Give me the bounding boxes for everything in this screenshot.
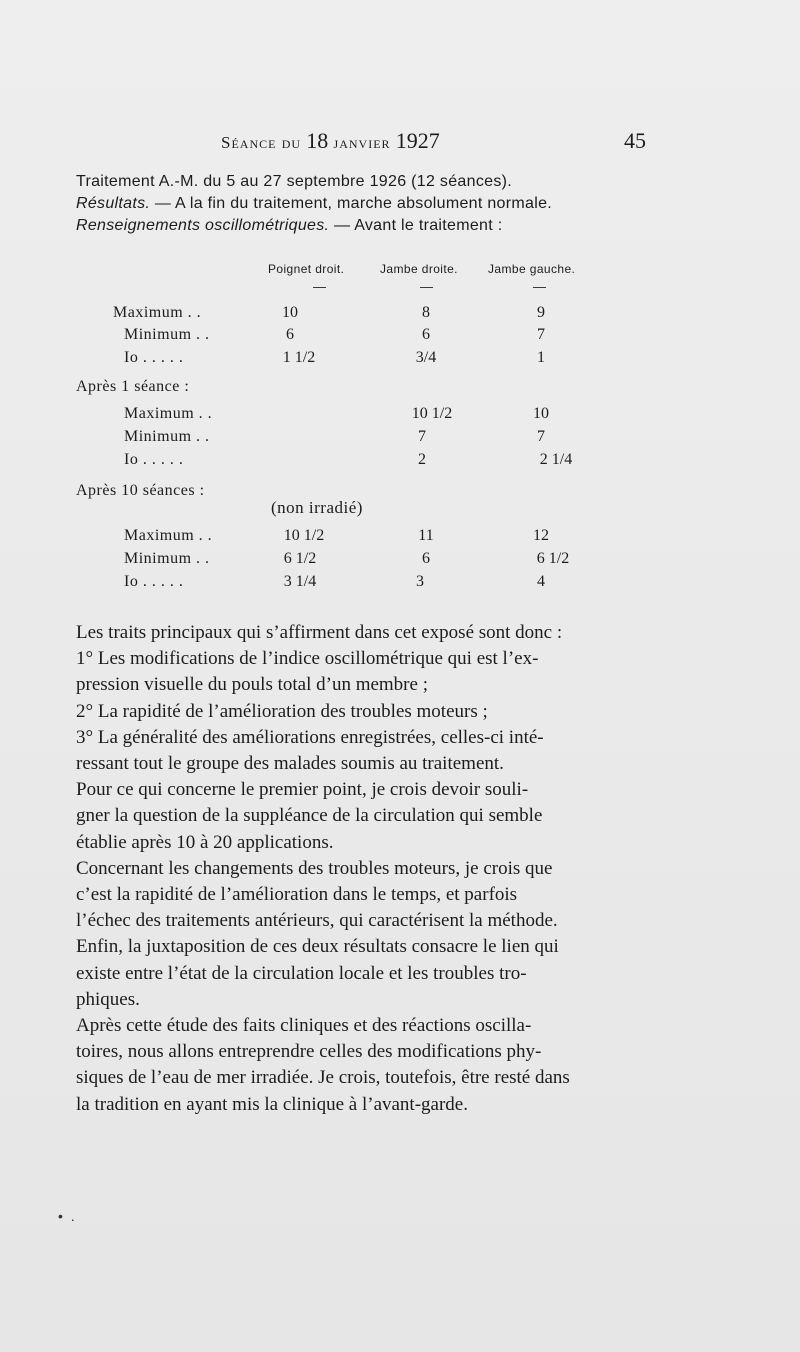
body-line-2: 1° Les modifications de l’indice oscillométrique qui est l’ex- [76, 648, 539, 670]
row-label-minimum-after1: Minimum . . [124, 428, 210, 445]
body-line-14: existe entre l’état de la circulation locale et les troubles tro- [76, 962, 527, 984]
column-head-jambe-droite: Jambe droite. [380, 262, 458, 276]
oscillometric-table [0, 0, 800, 600]
cell-before-max-jambe-gauche: 9 [537, 304, 545, 321]
cell-after1-io-jambe-droite: 2 [418, 451, 426, 468]
column-dash-1: — [313, 279, 326, 294]
oscillometric-text: — Avant le traitement : [329, 217, 503, 234]
body-line-9: établie après 10 à 20 applications. [76, 831, 334, 853]
body-line-7: Pour ce qui concerne le premier point, je crois devoir souli- [76, 779, 529, 801]
column-dash-2: — [420, 279, 433, 294]
body-line-16: Après cette étude des faits cliniques et des réactions oscilla- [76, 1015, 532, 1037]
cell-before-min-jambe-droite: 6 [422, 326, 430, 343]
oscillometric-label: Renseignements oscillométriques. [76, 217, 330, 234]
body-line-1: Les traits principaux qui s’affirment dans cet exposé sont donc : [76, 622, 563, 643]
cell-after1-max-jambe-gauche: 10 [533, 405, 549, 422]
cell-before-io-jambe-gauche: 1 [537, 349, 545, 366]
row-label-maximum-before: Maximum . . [113, 304, 202, 321]
note-non-irradie: (non irradié) [271, 498, 363, 517]
body-line-17: toires, nous allons entreprendre celles des modifications phy- [76, 1041, 542, 1063]
cell-after10-max-poignet: 10 1/2 [283, 527, 325, 544]
row-label-minimum-before: Minimum . . [124, 326, 210, 343]
cell-after1-min-jambe-droite: 7 [418, 428, 426, 445]
cell-after10-min-poignet: 6 1/2 [283, 550, 317, 567]
cell-after10-io-poignet: 3 1/4 [283, 573, 317, 590]
results-label: Résultats. [76, 195, 151, 212]
body-line-8: gner la question de la suppléance de la circulation qui semble [76, 805, 543, 827]
subhead-after-1-seance: Après 1 séance : [76, 378, 190, 395]
body-line-5: 3° La généralité des améliorations enregistrées, celles-ci inté- [76, 726, 544, 748]
results-text: — A la fin du traitement, marche absolument normale. [150, 195, 553, 212]
body-line-11: c’est la rapidité de l’amélioration dans le temps, et parfois [76, 884, 518, 906]
cell-after10-io-jambe-droite: 3 [416, 573, 424, 590]
cell-before-max-poignet: 10 [282, 304, 298, 321]
cell-before-min-jambe-gauche: 7 [537, 326, 545, 343]
cell-after1-min-jambe-gauche: 7 [537, 428, 545, 445]
column-head-poignet-droit: Poignet droit. [268, 262, 345, 276]
row-label-io-before: Io . . . . . [124, 349, 184, 366]
page-number: 45 [624, 128, 646, 153]
cell-before-min-poignet: 6 [286, 326, 294, 343]
intro-line-1: Traitement A.-M. du 5 au 27 septembre 1926 (12 séances). [76, 173, 512, 190]
body-line-18: siques de l’eau de mer irradiée. Je crois, toutefois, être resté dans [76, 1067, 570, 1089]
print-specks: • . [58, 1208, 77, 1224]
body-line-19: la tradition en ayant mis la clinique à l’avant-garde. [76, 1093, 468, 1115]
body-line-13: Enfin, la juxtaposition de ces deux résultats consacre le lien qui [76, 936, 559, 958]
cell-before-io-jambe-droite: 3/4 [415, 349, 437, 366]
cell-after10-max-jambe-gauche: 12 [533, 527, 549, 544]
subhead-after-10-seances: Après 10 séances : [76, 482, 205, 499]
running-title-year: 1927 [395, 128, 440, 153]
body-line-10: Concernant les changements des troubles moteurs, je crois que [76, 857, 553, 879]
body-text [76, 620, 642, 1118]
body-line-6: ressant tout le groupe des malades soumis au traitement. [76, 753, 504, 775]
running-title-month: janvier [333, 133, 391, 152]
body-line-3: pression visuelle du pouls total d’un membre ; [76, 674, 428, 696]
cell-after1-max-jambe-droite: 10 1/2 [411, 405, 453, 422]
row-label-maximum-after1: Maximum . . [124, 405, 213, 422]
cell-before-io-poignet: 1 1/2 [282, 349, 316, 366]
column-head-jambe-gauche: Jambe gauche. [488, 262, 576, 276]
body-line-4: 2° La rapidité de l’amélioration des troubles moteurs ; [76, 700, 488, 722]
running-title-prefix: Séance du [221, 133, 302, 152]
body-line-15: phiques. [76, 988, 140, 1010]
row-label-io-after1: Io . . . . . [124, 451, 184, 468]
cell-after10-min-jambe-gauche: 6 1/2 [536, 550, 570, 567]
cell-after10-min-jambe-droite: 6 [422, 550, 430, 567]
cell-before-max-jambe-droite: 8 [422, 304, 430, 321]
cell-after10-io-jambe-gauche: 4 [537, 573, 545, 590]
cell-after10-max-jambe-droite: 11 [418, 527, 434, 544]
column-dash-3: — [533, 279, 546, 294]
row-label-maximum-after10: Maximum . . [124, 527, 213, 544]
row-label-minimum-after10: Minimum . . [124, 550, 210, 567]
body-line-12: l’échec des traitements antérieurs, qui caractérisent la méthode. [76, 910, 558, 932]
row-label-io-after10: Io . . . . . [124, 573, 184, 590]
cell-after1-io-jambe-gauche: 2 1/4 [539, 451, 573, 468]
running-title-day: 18 [306, 128, 329, 153]
